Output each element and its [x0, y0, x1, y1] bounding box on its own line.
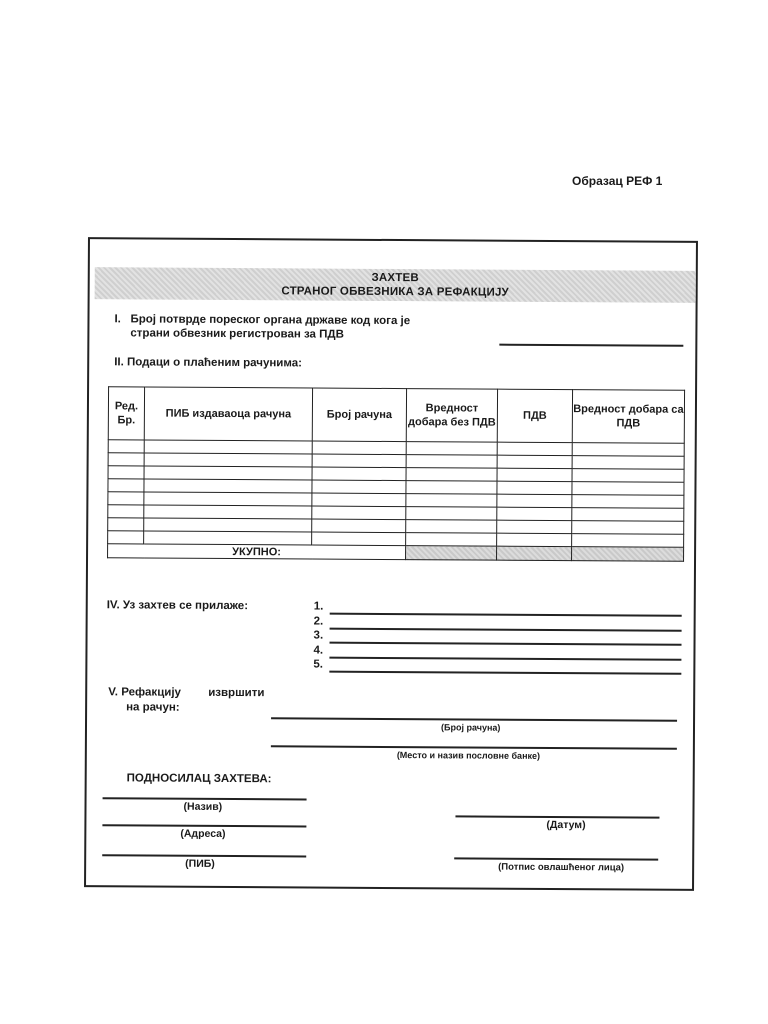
form-code: Образац РЕФ 1	[572, 174, 663, 188]
table-cell[interactable]	[572, 508, 684, 522]
attachment-number: 2.	[313, 615, 324, 628]
table-cell[interactable]	[406, 442, 497, 456]
form-frame	[84, 237, 698, 891]
attachment-number: 5.	[313, 658, 324, 671]
col-header-value-with-vat: Вредност добара са ПДВ	[572, 390, 684, 444]
table-cell[interactable]	[572, 443, 684, 457]
table-cell[interactable]	[312, 506, 406, 520]
signature-caption: (Потпис овлашћеног лица)	[498, 861, 625, 874]
table-cell[interactable]	[497, 468, 572, 481]
col-header-vat: ПДВ	[497, 389, 572, 442]
table-cell[interactable]	[144, 505, 312, 519]
table-cell[interactable]	[108, 505, 144, 518]
table-cell[interactable]	[497, 533, 572, 546]
total-label: УКУПНО:	[108, 544, 406, 560]
table-cell[interactable]	[497, 494, 572, 507]
section5-label-part2: извршити	[208, 686, 265, 700]
table-cell[interactable]	[406, 533, 497, 547]
table-cell[interactable]	[572, 456, 684, 470]
col-header-issuer-pib: ПИБ издаваоца рачуна	[144, 387, 312, 441]
table-cell[interactable]	[312, 480, 406, 494]
total-value-without-vat	[406, 546, 497, 561]
table-cell[interactable]	[406, 494, 497, 508]
bank-name-field[interactable]	[271, 745, 677, 749]
bank-name-caption: (Место и назив пословне банке)	[396, 750, 541, 761]
table-total-row	[108, 544, 684, 562]
signature-field[interactable]	[454, 857, 658, 860]
date-caption: (Датум)	[546, 818, 586, 832]
applicant-name-caption: (Назив)	[183, 800, 223, 813]
table-cell[interactable]	[497, 507, 572, 520]
attachment-number: 3.	[313, 629, 324, 642]
payments-table	[107, 386, 685, 562]
table-header-row	[108, 387, 684, 444]
table-cell[interactable]	[572, 495, 684, 509]
table-cell[interactable]	[144, 466, 312, 480]
table-cell[interactable]	[406, 455, 497, 469]
table-cell[interactable]	[572, 469, 684, 483]
registration-number-field[interactable]	[499, 344, 683, 347]
table-cell[interactable]	[406, 507, 497, 521]
form-title	[95, 267, 696, 303]
attachment-number: 1.	[313, 600, 324, 613]
table-cell[interactable]	[312, 519, 406, 533]
table-cell[interactable]	[108, 479, 144, 492]
section2-heading: II. Подаци о плаћеним рачунима:	[114, 356, 303, 370]
table-cell[interactable]	[144, 531, 312, 545]
col-header-invoice-number: Број рачуна	[312, 388, 406, 442]
table-cell[interactable]	[144, 518, 312, 532]
table-cell[interactable]	[497, 455, 572, 468]
table-cell[interactable]	[497, 442, 572, 455]
attachments-list	[313, 601, 693, 676]
table-cell[interactable]	[312, 454, 406, 468]
table-cell[interactable]	[108, 466, 144, 479]
col-header-value-without-vat: Вредност добара без ПДВ	[406, 389, 497, 443]
table-cell[interactable]	[312, 532, 406, 546]
section4-heading: IV. Уз захтев се прилаже:	[106, 599, 249, 613]
table-cell[interactable]	[144, 440, 312, 454]
table-cell[interactable]	[144, 479, 312, 493]
table-cell[interactable]	[406, 520, 497, 534]
form-title-line2: СТРАНОГ ОБВЕЗНИКА ЗА РЕФАКЦИЈУ	[281, 285, 509, 299]
section5-label-part3: на рачун:	[126, 701, 180, 714]
table-cell[interactable]	[108, 518, 144, 531]
table-cell[interactable]	[312, 467, 406, 481]
col-header-row-number: Ред. Бр.	[108, 387, 144, 440]
table-cell[interactable]	[497, 481, 572, 494]
applicant-pib-caption: (ПИБ)	[185, 857, 215, 870]
form-title-line1: ЗАХТЕВ	[371, 271, 419, 285]
table-cell[interactable]	[406, 468, 497, 482]
table-cell[interactable]	[406, 481, 497, 495]
total-vat	[497, 546, 572, 560]
bank-account-caption: (Број рачуна)	[440, 722, 501, 733]
table-cell[interactable]	[108, 453, 144, 466]
attachment-number: 4.	[313, 644, 324, 657]
section1-text-line2: страни обвезник регистрован за ПДВ	[130, 327, 344, 341]
table-cell[interactable]	[108, 440, 144, 453]
applicant-heading: ПОДНОСИЛАЦ ЗАХТЕВА:	[126, 772, 272, 786]
section1-text-line1: Број потврде пореског органа државе код кога је	[130, 313, 411, 328]
attachment-field[interactable]	[329, 671, 681, 675]
table-cell[interactable]	[572, 482, 684, 496]
section1-number: I.	[114, 313, 121, 326]
total-value-with-vat	[572, 547, 684, 562]
applicant-address-caption: (Адреса)	[180, 827, 226, 840]
section5-label-part1: V. Рефакцију	[108, 686, 181, 699]
table-cell[interactable]	[572, 534, 684, 548]
table-cell[interactable]	[497, 520, 572, 533]
table-cell[interactable]	[572, 521, 684, 535]
table-cell[interactable]	[108, 492, 144, 505]
bank-account-field[interactable]	[271, 717, 677, 721]
table-cell[interactable]	[144, 453, 312, 467]
table-cell[interactable]	[144, 492, 312, 506]
table-cell[interactable]	[108, 531, 144, 544]
attachment-item	[313, 659, 693, 676]
table-cell[interactable]	[312, 493, 406, 507]
table-cell[interactable]	[312, 441, 406, 455]
